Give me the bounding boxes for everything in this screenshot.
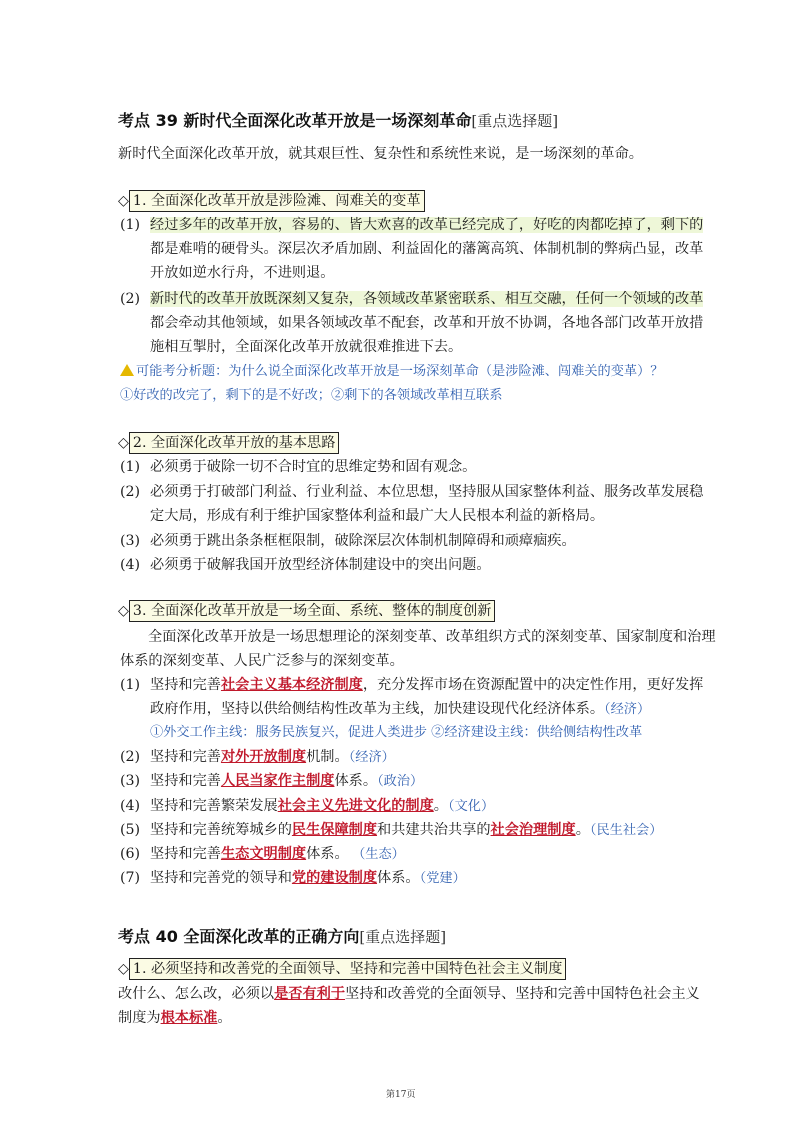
item-number: (2): [120, 749, 141, 765]
section-1-heading: [118, 190, 425, 212]
diamond-icon: ◇: [118, 961, 129, 977]
item-text: 坚持和完善: [150, 773, 221, 789]
item-text: 坚持和完善: [150, 749, 221, 765]
para-text: 。: [217, 1010, 232, 1026]
section-2-item-2: [120, 480, 703, 504]
item-number: (2): [120, 484, 141, 500]
topic-39-intro: 新时代全面深化改革开放，就其艰巨性、复杂性和系统性来说，是一场深刻的革命。: [118, 146, 643, 162]
section-1-item-1: [120, 213, 703, 237]
section-3-item-4: [120, 794, 494, 819]
topic-40-para-line-1: [118, 982, 700, 1006]
keyword: 党的建设制度: [291, 870, 378, 886]
diamond-icon: ◇: [118, 193, 129, 209]
exam-note-question: [120, 360, 664, 379]
section-2-item-3: [120, 529, 576, 553]
para-text: 改什么、怎么改，必须以: [118, 986, 275, 1002]
item-number: (4): [120, 798, 141, 814]
diamond-icon: ◇: [118, 603, 129, 619]
section-1-heading-text: 1. 全面深化改革开放是涉险滩、闯难关的变革: [129, 190, 425, 212]
item-text: 坚持和完善: [150, 677, 221, 693]
section-3-item-3: [120, 769, 423, 794]
section-3-item-7: [120, 866, 466, 891]
note-text: 可能考分析题：为什么说全面深化改革开放是一场深刻革命（是涉险滩、闯难关的变革）？: [136, 364, 664, 379]
section-1-item-2-line-2: 都会牵动其他领域，如果各领域改革不配套，改革和开放不协调，各地各部门改革开放措: [150, 315, 704, 331]
section-1-item-1-line-2: [150, 237, 703, 261]
item-number: (6): [120, 846, 141, 862]
item-text: 坚持和完善党的领导和: [150, 870, 292, 886]
item-text: 必须勇于跳出条条框框限制，破除深层次体制机制障碍和顽瘴痼疾。: [150, 533, 576, 549]
keyword: 人民当家作主制度: [220, 773, 335, 789]
category-note: （经济）: [604, 702, 651, 717]
item-text: 政府作用，坚持以供给侧结构性改革为主线，加快建设现代化经济体系。: [150, 701, 605, 717]
item-text: 必须勇于破除一切不合时宜的思维定势和固有观念。: [150, 459, 477, 475]
category-note: （生态）: [358, 847, 405, 862]
keyword: 社会治理制度: [490, 822, 576, 838]
item-text: 坚持和完善繁荣发展: [150, 798, 278, 814]
item-text: 和共建共治共享的: [377, 822, 491, 838]
item-text: 。: [433, 798, 448, 814]
section-1-item-1-line-3: 开放如逆水行舟，不进则退。: [150, 265, 335, 281]
item-number: (1): [120, 217, 141, 233]
item-text: ，充分发挥市场在资源配置中的决定性作用，更好发挥: [362, 677, 704, 693]
page-number: 第17页: [386, 1090, 416, 1100]
keyword: 生态文明制度: [220, 846, 307, 862]
item-text: 体系。: [306, 846, 349, 862]
diamond-icon: ◇: [118, 435, 129, 451]
item-number: (5): [120, 822, 141, 838]
keyword: 社会主义先进文化的制度: [277, 798, 434, 814]
category-note: （文化）: [447, 799, 495, 814]
item-number: (3): [120, 773, 141, 789]
item-number: (1): [120, 677, 141, 693]
section-2-heading-text: 2. 全面深化改革开放的基本思路: [129, 432, 340, 454]
category-note: （政治）: [377, 774, 424, 789]
topic-40-para-line-2: [118, 1006, 232, 1030]
item-number: (2): [120, 291, 141, 307]
keyword: 对外开放制度: [220, 749, 307, 765]
category-note: （民生社会）: [589, 823, 663, 838]
topic-39-title: [118, 108, 558, 131]
item-text: 机制。: [306, 749, 349, 765]
section-2-heading: [118, 432, 339, 454]
topic-40-title-text: 考点 40 全面深化改革的正确方向: [118, 927, 360, 946]
item-number: (7): [120, 870, 141, 886]
category-note: （经济）: [348, 750, 395, 765]
keyword: 是否有利于: [274, 986, 346, 1002]
topic-39-tag: [重点选择题]: [471, 112, 559, 130]
topic-40-tag: [重点选择题]: [359, 928, 447, 946]
section-3-heading-text: 3. 全面深化改革开放是一场全面、系统、整体的制度创新: [129, 600, 496, 622]
section-3-item-6: [120, 842, 405, 867]
section-2-item-4: [120, 553, 491, 577]
keyword: 根本标准: [160, 1010, 218, 1026]
section-2-item-2-line-2: 定大局，形成有利于维护国家整体利益和最广大人民根本利益的新格局。: [150, 508, 605, 524]
section-3-item-1-note: ①外交工作主线：服务民族复兴，促进人类进步 ②经济建设主线：供给侧结构性改革: [150, 725, 643, 740]
section-1-item-2: [120, 287, 703, 311]
item-text: 。: [575, 822, 590, 838]
item-text: 经过多年的改革开放，容易的、皆大欢喜的改革已经完成了，好吃的肉都吃掉了，剩下的: [150, 217, 704, 233]
item-text: 体系。: [377, 870, 420, 886]
item-text: 必须勇于打破部门利益、行业利益、本位思想，坚持服从国家整体利益、服务改革发展稳: [150, 484, 704, 500]
keyword: 社会主义基本经济制度: [220, 677, 363, 693]
topic-39-title-text: 考点 39 新时代全面深化改革开放是一场深刻革命: [118, 111, 472, 130]
para-text: 制度为: [118, 1010, 161, 1026]
item-text: 体系。: [334, 773, 378, 789]
section-3-item-1: [120, 673, 703, 697]
para-text: 坚持和改善党的全面领导、坚持和完善中国特色社会主义: [345, 986, 700, 1002]
section-2-item-1: [120, 455, 476, 479]
item-number: (1): [120, 459, 141, 475]
topic-40-heading: [118, 958, 566, 980]
keyword: 民生保障制度: [291, 822, 378, 838]
item-text: 坚持和完善统筹城乡的: [150, 822, 292, 838]
section-3-item-5: [120, 818, 662, 843]
item-text: 新时代的改革开放既深刻又复杂，各领域改革紧密联系、相互交融，任何一个领域的改革: [150, 291, 704, 307]
exam-note-answer: ①好改的改完了，剩下的是不好改；②剩下的各领域改革相互联系: [120, 388, 503, 403]
section-3-intro-line-1: 全面深化改革开放是一场思想理论的深刻变革、改革组织方式的深刻变革、国家制度和治理: [148, 629, 716, 645]
section-3-item-2: [120, 745, 395, 770]
section-1-item-2-line-3: 施相互掣肘，全面深化改革开放就很难推进下去。: [150, 339, 463, 355]
item-number: (4): [120, 557, 141, 573]
topic-40-title: [118, 924, 446, 947]
topic-40-heading-text: 1. 必须坚持和改善党的全面领导、坚持和完善中国特色社会主义制度: [129, 958, 567, 980]
item-text: 坚持和完善: [150, 846, 221, 862]
item-text: 必须勇于破解我国开放型经济体制建设中的突出问题。: [150, 557, 491, 573]
item-number: (3): [120, 533, 141, 549]
section-3-item-1-line-2: [150, 697, 650, 722]
section-3-heading: [118, 600, 495, 622]
section-3-intro-line-2: 体系的深刻变革、人民广泛参与的深刻变革。: [120, 653, 404, 669]
category-note: （党建）: [419, 871, 466, 886]
item-text: 都是难啃的硬骨头。深层次矛盾加剧、利益固化的藩篱高筑、体制机制的弊病凸显，改革: [150, 241, 704, 257]
warning-icon: [120, 364, 134, 376]
